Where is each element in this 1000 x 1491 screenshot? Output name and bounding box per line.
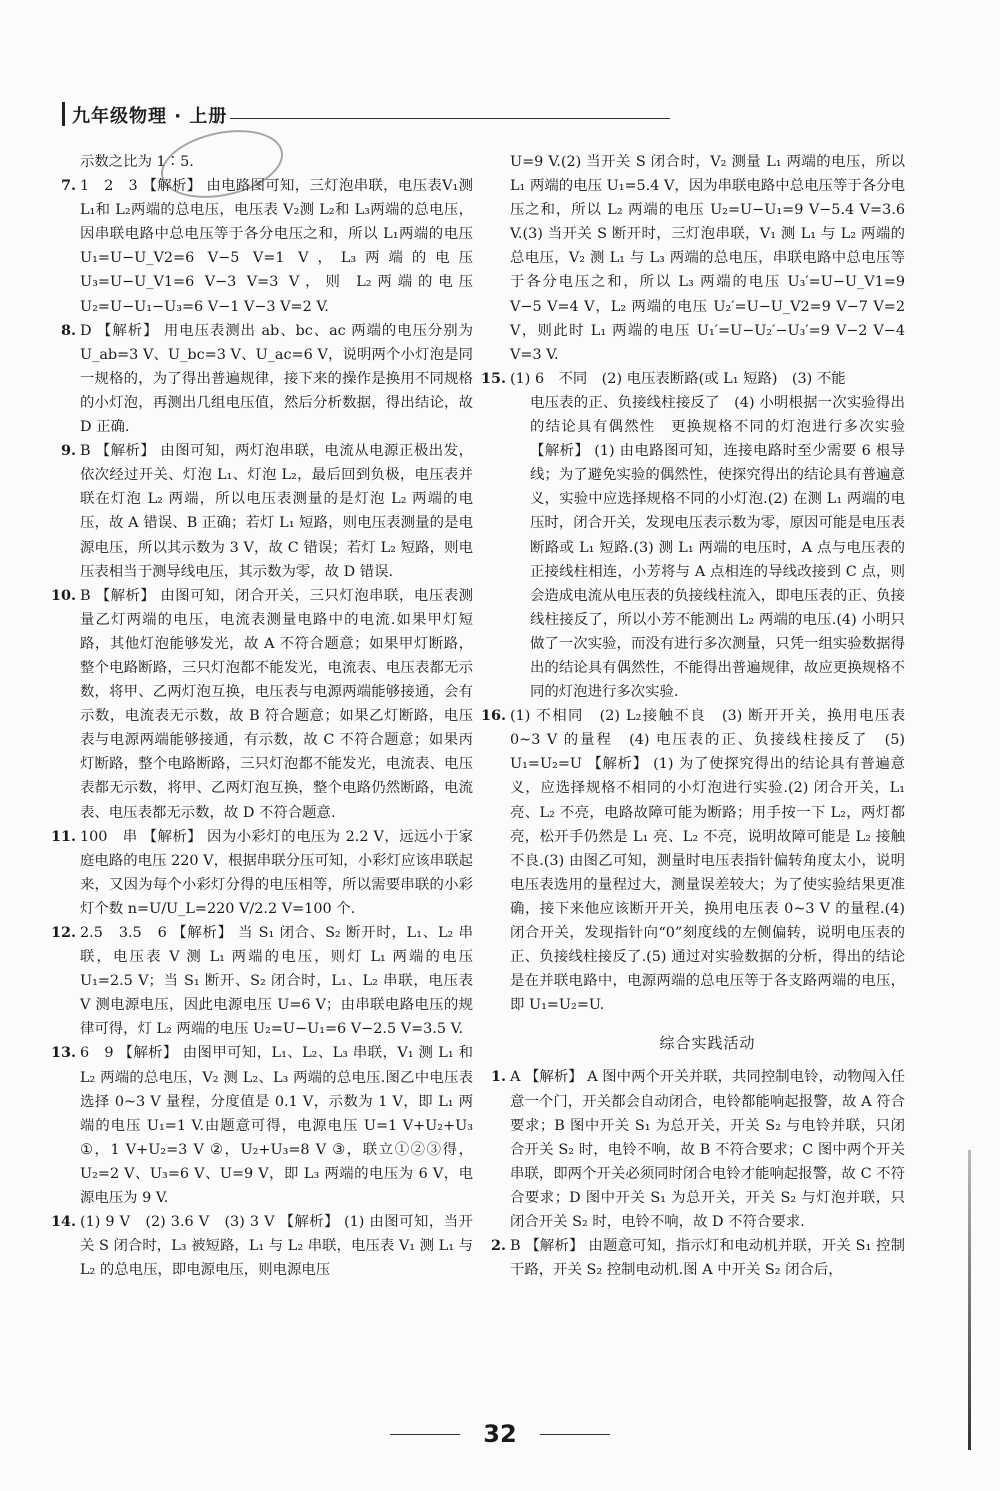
page-header — [62, 100, 612, 130]
answer-number: 14. — [50, 1213, 76, 1231]
page-footer — [0, 1420, 1000, 1448]
answer-text: 100 串 【解析】 因为小彩灯的电压为 2.2 V，远远小于家庭电路的电压 220 V，根据串联分压可知，小彩灯应该串联起来，又因为每个小彩灯分得的电压相等，所以需要串联的小彩灯个数 n=U/U_L=220 V/2.2 V=100 个. — [80, 828, 473, 917]
book-title: 九年级物理 · 上册 — [72, 106, 228, 127]
answer-text: 6 9 【解析】 由图甲可知，L₁、L₂、L₃ 串联，V₁ 测 L₁ 和 L₂ 两端的总电压，V₂ 测 L₂、L₃ 两端的总电压.图乙中电压表选择 0~3 V 量程，分度值是 0.1 V，示数为 1 V，即 L₁ 两端的电压 U₁=1 V.由题意可得，电源电压 U=1 V+U₂+U₃ ①，1 V+U₂=3 V ②，U₂+U₃=8 V ③，联立①②③得，U₂=2 V、U₃=6 V、U=9 V，即 L₃ 两端的电压为 6 V，电源电压为 9 V. — [80, 1045, 473, 1207]
answer-number: 15. — [480, 369, 506, 387]
answer-item — [490, 1234, 905, 1282]
footer-rule-right — [540, 1434, 610, 1435]
answer-number: 11. — [50, 827, 76, 845]
answer-item — [50, 921, 473, 1041]
answer-text: (1) 9 V (2) 3.6 V (3) 3 V 【解析】 (1) 由图可知，当开关 S 闭合时，L₃ 被短路，L₁ 与 L₂ 串联，电压表 V₁ 测 L₁ 与 L₂ 的总电压，即电源电压，则电源电压 — [80, 1214, 473, 1279]
binding-edge-mark — [968, 1150, 971, 1450]
answer-item — [80, 150, 473, 174]
answer-item — [50, 1210, 473, 1282]
answer-item — [480, 704, 905, 1017]
answer-item — [60, 174, 473, 319]
right-column — [480, 150, 905, 1282]
answer-text: 示数之比为 1∶5. — [80, 154, 194, 170]
answer-text: D 【解析】 用电压表测出 ab、bc、ac 两端的电压分别为 U_ab=3 V、U_bc=3 V、U_ac=6 V，说明两个小灯泡是同一规格的，为了得出普遍规律，接下来的操作是换用不同规格的小灯泡，再测出几组电压值，然后分析数据，得出结论，故 D 正确. — [80, 322, 473, 436]
answer-item — [60, 319, 473, 439]
answer-text: B 【解析】 由图可知，两灯泡串联，电流从电源正极出发，依次经过开关、灯泡 L₁、灯泡 L₂，最后回到负极，电压表并联在灯泡 L₂ 两端，所以电压表测量的是灯泡 L₂ 两端的电压，故 A 错误、B 正确；若灯 L₁ 短路，则电压表测量的是电源电压，所以其示数为 3 V，故 C 错误；若灯 L₂ 短路，则电压表相当于测导线电压，其示数为零，故 D 错误. — [80, 443, 473, 580]
page-number: 32 — [483, 1420, 517, 1448]
right-answer-list — [480, 150, 905, 1017]
answer-number: 16. — [480, 707, 506, 725]
answer-number: 8. — [60, 321, 76, 339]
answer-number: 2. — [490, 1237, 506, 1255]
answer-text: 1 2 3 【解析】 由电路图可知，三灯泡串联，电压表V₁测 L₁和 L₂两端的总电压，电压表 V₂测 L₂和 L₃两端的总电压，因串联电路中总电压等于各分电压之和，所以 L₁两端的电压 U₁=U−U_V2=6 V−5 V=1 V，L₃两端的电压 U₃=U−U_V1=6 V−3 V=3 V，则 L₂两端的电压 U₂=U−U₁−U₃=6 V−1 V−3 V=2 V. — [80, 178, 473, 315]
answer-text: (1) 不相同 (2) L₂接触不良 (3) 断开开关，换用电压表 0~3 V 的量程 (4) 电压表的正、负接线柱接反了 (5) U₁=U₂=U 【解析】 (1) 为了使探究得出的结论具有普遍意义，应选择规格不相同的小灯泡进行实验.(2) 闭合开关，L₁ 亮、L₂ 不亮，电路故障可能为断路；用手按一下 L₂，两灯都亮，松开手仍然是 L₁ 亮、L₂ 不亮，说明故障可能是 L₂ 接触不良.(3) 由图乙可知，测量时电压表指针偏转角度太小，说明电压表选用的量程过大，测量误差较大；为了使实验结果更准确，接下来他应该断开开关，换用电压表 0~3 V 的量程.(4) 闭合开关，发现指针向“0”刻度线的左侧偏转，说明电压表的正、负接线柱接反了.(5) 通过对实验数据的分析，得出的结论是在并联电路中，电源两端的总电压等于各支路两端的电压，即 U₁=U₂=U. — [510, 708, 905, 1014]
answer-number: 9. — [60, 442, 76, 460]
footer-rule-left — [390, 1434, 460, 1435]
answer-text: 电压表的正、负接线柱接反了 (4) 小明根据一次实验得出的结论具有偶然性 更换规格不同的灯泡进行多次实验 【解析】 (1) 由电路图可知，连接电路时至少需要 6 根导线；为了避免实验的偶然性，使探究得出的结论具有普遍意义，实验中应选择规格不同的小灯泡.(2) 在测 L₁ 两端的电压时，闭合开关，发现电压表示数为零，原因可能是电压表断路或 L₁ 短路.(3) 测 L₁ 两端的电压时，A 点与电压表的正接线柱相连，小芳将与 A 点相连的导线改接到 C 点，则会造成电流从电压表的负接线柱流入，即电压表的正、负接线柱接反了，所以小芳不能测出 L₂ 两端的电压.(4) 小明只做了一次实验，而没有进行多次测量，只凭一组实验数据得出的结论具有偶然性，不能得出普遍规律，故应更换规格不同的灯泡进行多次实验. — [530, 394, 905, 701]
answer-item — [60, 439, 473, 584]
answer-item — [510, 150, 905, 367]
header-rule — [230, 118, 670, 119]
answer-number: 13. — [50, 1044, 76, 1062]
answer-text: A 【解析】 A 图中两个开关并联，共同控制电铃，动物闯入任意一个门，开关都会自动闭合，电铃都能响起报警，故 A 符合要求；B 图中开关 S₁ 为总开关，开关 S₂ 与电铃并联，只闭合开关 S₂ 时，电铃不响，故 B 不符合要求；C 图中两个开关串联，即两个开关必须同时闭合电铃才能响起报警，故 C 不符合要求；D 图中开关 S₁ 为总开关，开关 S₂ 与灯泡并联，只闭合开关 S₂ 时，电铃不响，故 D 不符合要求. — [510, 1069, 905, 1231]
answer-item — [490, 1065, 905, 1234]
answer-number: 7. — [60, 177, 76, 195]
answer-item — [480, 367, 905, 704]
left-column — [50, 150, 473, 1282]
answer-text: U=9 V.(2) 当开关 S 闭合时，V₂ 测量 L₁ 两端的电压，所以 L₁ 两端的电压 U₁=5.4 V，因为串联电路中总电压等于各分电压之和，所以 L₂ 两端的电压 U₂=U−U₁=9 V−5.4 V=3.6 V.(3) 当开关 S 断开时，三灯泡串联，V₁ 测 L₁ 与 L₂ 两端的总电压，V₂ 测 L₁ 与 L₃ 两端的总电压，串联电路中总电压等于各分电压之和，所以 L₃ 两端的电压 U₃′=U−U_V1=9 V−5 V=4 V，L₂ 两端的电压 U₂′=U−U_V2=9 V−7 V=2 V，则此时 L₁ 两端的电压 U₁′=U−U₂′−U₃′=9 V−2 V−4 V=3 V. — [510, 154, 905, 363]
header-bracket — [62, 102, 65, 126]
section-title: 综合实践活动 — [659, 1034, 756, 1053]
answer-text: B 【解析】 由图可知，闭合开关，三只灯泡串联，电压表测量乙灯两端的电压，电流表测量电路中的电流.如果甲灯短路，其他灯泡能够发光，故 A 不符合题意；如果甲灯断路，整个电路断路，三只灯泡都不能发光，电流表、电压表都无示数，将甲、乙两灯泡互换，电压表与电源两端能够接通，会有示数，电流表无示数，故 B 符合题意；如果乙灯断路，电压表与电源两端能够接通，有示数，故 C 不符合题意；如果丙灯断路，整个电路断路，三只灯泡都不能发光，电流表、电压表都无示数，将甲、乙两灯泡互换，整个电路仍然断路，电流表、电压表都无示数，故 D 不符合题意. — [80, 587, 473, 821]
answer-item — [50, 584, 473, 825]
answer-text: B 【解析】 由题意可知，指示灯和电动机并联，开关 S₁ 控制干路，开关 S₂ 控制电动机.图 A 中开关 S₂ 闭合后， — [510, 1238, 905, 1279]
answer-item — [50, 825, 473, 921]
answer-text: 2.5 3.5 6 【解析】 当 S₁ 闭合、S₂ 断开时，L₁、L₂ 串联，电压表 V 测 L₁ 两端的电压，则灯 L₁ 两端的电压 U₁=2.5 V；当 S₁ 断开、S₂ 闭合时，L₁、L₂ 串联，电压表 V 测电源电压，因此电源电压 U=6 V；由串联电路电压的规律可得，灯 L₂ 两端的电压 U₂=U−U₁=6 V−2.5 V=3.5 V. — [80, 925, 473, 1038]
answer-number: 12. — [50, 924, 76, 941]
answer-text: (1) 6 不同 (2) 电压表断路(或 L₁ 短路) (3) 不能 — [510, 370, 846, 387]
answer-number: 10. — [50, 586, 76, 604]
answer-number: 1. — [490, 1068, 506, 1086]
section-answer-list — [490, 1065, 905, 1282]
answer-item — [50, 1041, 473, 1210]
